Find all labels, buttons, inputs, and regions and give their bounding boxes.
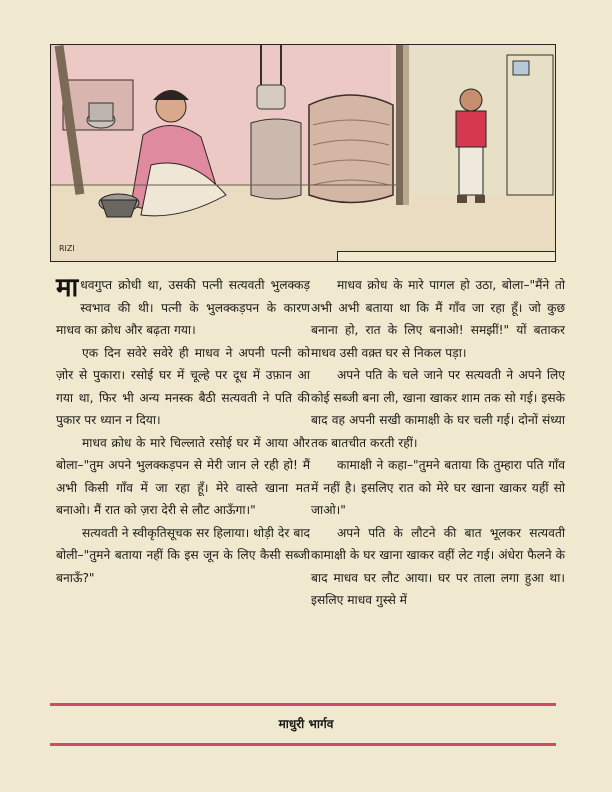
divider-rule-top: [50, 703, 556, 706]
paragraph-text: धवगुप्त क्रोधी था, उसकी पत्नी सत्यवती भुलक्कड़ स्वभाव की थी। पत्नी के भुलक्कड़पन के कारण माधव का क्रोध और बढ़ता गया।: [56, 278, 310, 337]
paragraph: अपने पति के लौटने की बात भूलकर सत्यवती कामाक्षी के घर खाना खाकर वहीं लेट गई। अंधेरा फैलने के बाद माधव घर लौट आया। घर पर ताला लगा हुआ था। इसलिए माधव गुस्से में: [311, 525, 565, 607]
story-illustration: [50, 44, 556, 262]
drop-cap: मा: [56, 273, 79, 303]
paragraph: [56, 274, 310, 342]
paragraph: सत्यवती ने स्वीकृतिसूचक सर हिलाया। थोड़ी देर बाद बोली–"तुमने बताया नहीं कि इस जून के लिए कैसी सब्जी बनाऊँ?": [56, 525, 310, 585]
paragraph: कामाक्षी ने कहा–"तुमने बताया कि तुम्हारा पति गाँव में नहीं है। इसलिए रात को मेरे घर खाना खाकर यहीं सो जाओ।": [311, 458, 565, 517]
left-text-column: [56, 274, 310, 589]
divider-rule-bottom: [50, 743, 556, 746]
author-name: माधुरी भार्गव: [278, 717, 334, 731]
title-box: [337, 251, 556, 262]
paragraph: एक दिन सवेरे सवेरे ही माधव ने अपनी पत्नी को ज़ोर से पुकारा। रसोई घर में चूल्हे पर दूध में उफ़ान आ गया था, फिर भी अन्य मनस्क बैठी सत्यवती ने पति की पुकार पर ध्यान न दिया।: [56, 345, 310, 427]
kitchen-scene-illustration: [51, 45, 556, 262]
paragraph: अपने पति के चले जाने पर सत्यवती ने अपने लिए कोई सब्जी बना ली, खाना खाकर शाम तक सो गई। इसके बाद वह अपनी सखी कामाक्षी के घर चली गई। दोनों संध्या तक बातचीत करती रहीं।: [311, 368, 565, 450]
right-text-column: [311, 274, 565, 612]
paragraph: माधव क्रोध के मारे पागल हो उठा, बोला–"मैंने तो अभी अभी बताया था कि मैं गाँव जा रहा हूँ। जो कुछ बनाना हो, रात के लिए बनाओ! समझीं!" यों बताकर माधव उसी वक़्त घर से निकल पड़ा।: [311, 278, 565, 360]
illustrator-signature: RIZI: [59, 244, 75, 253]
paragraph: माधव क्रोध के मारे चिल्लाते रसोई घर में आया और बोला–"तुम अपने भुलक्कड़पन से मेरी जान ले रही हो! मैं अभी किसी गाँव में जा रहा हूँ। मेरे वास्ते खाना मत बनाओ। मैं रात को ज़रा देरी से लौट आऊँगा।": [56, 435, 310, 517]
